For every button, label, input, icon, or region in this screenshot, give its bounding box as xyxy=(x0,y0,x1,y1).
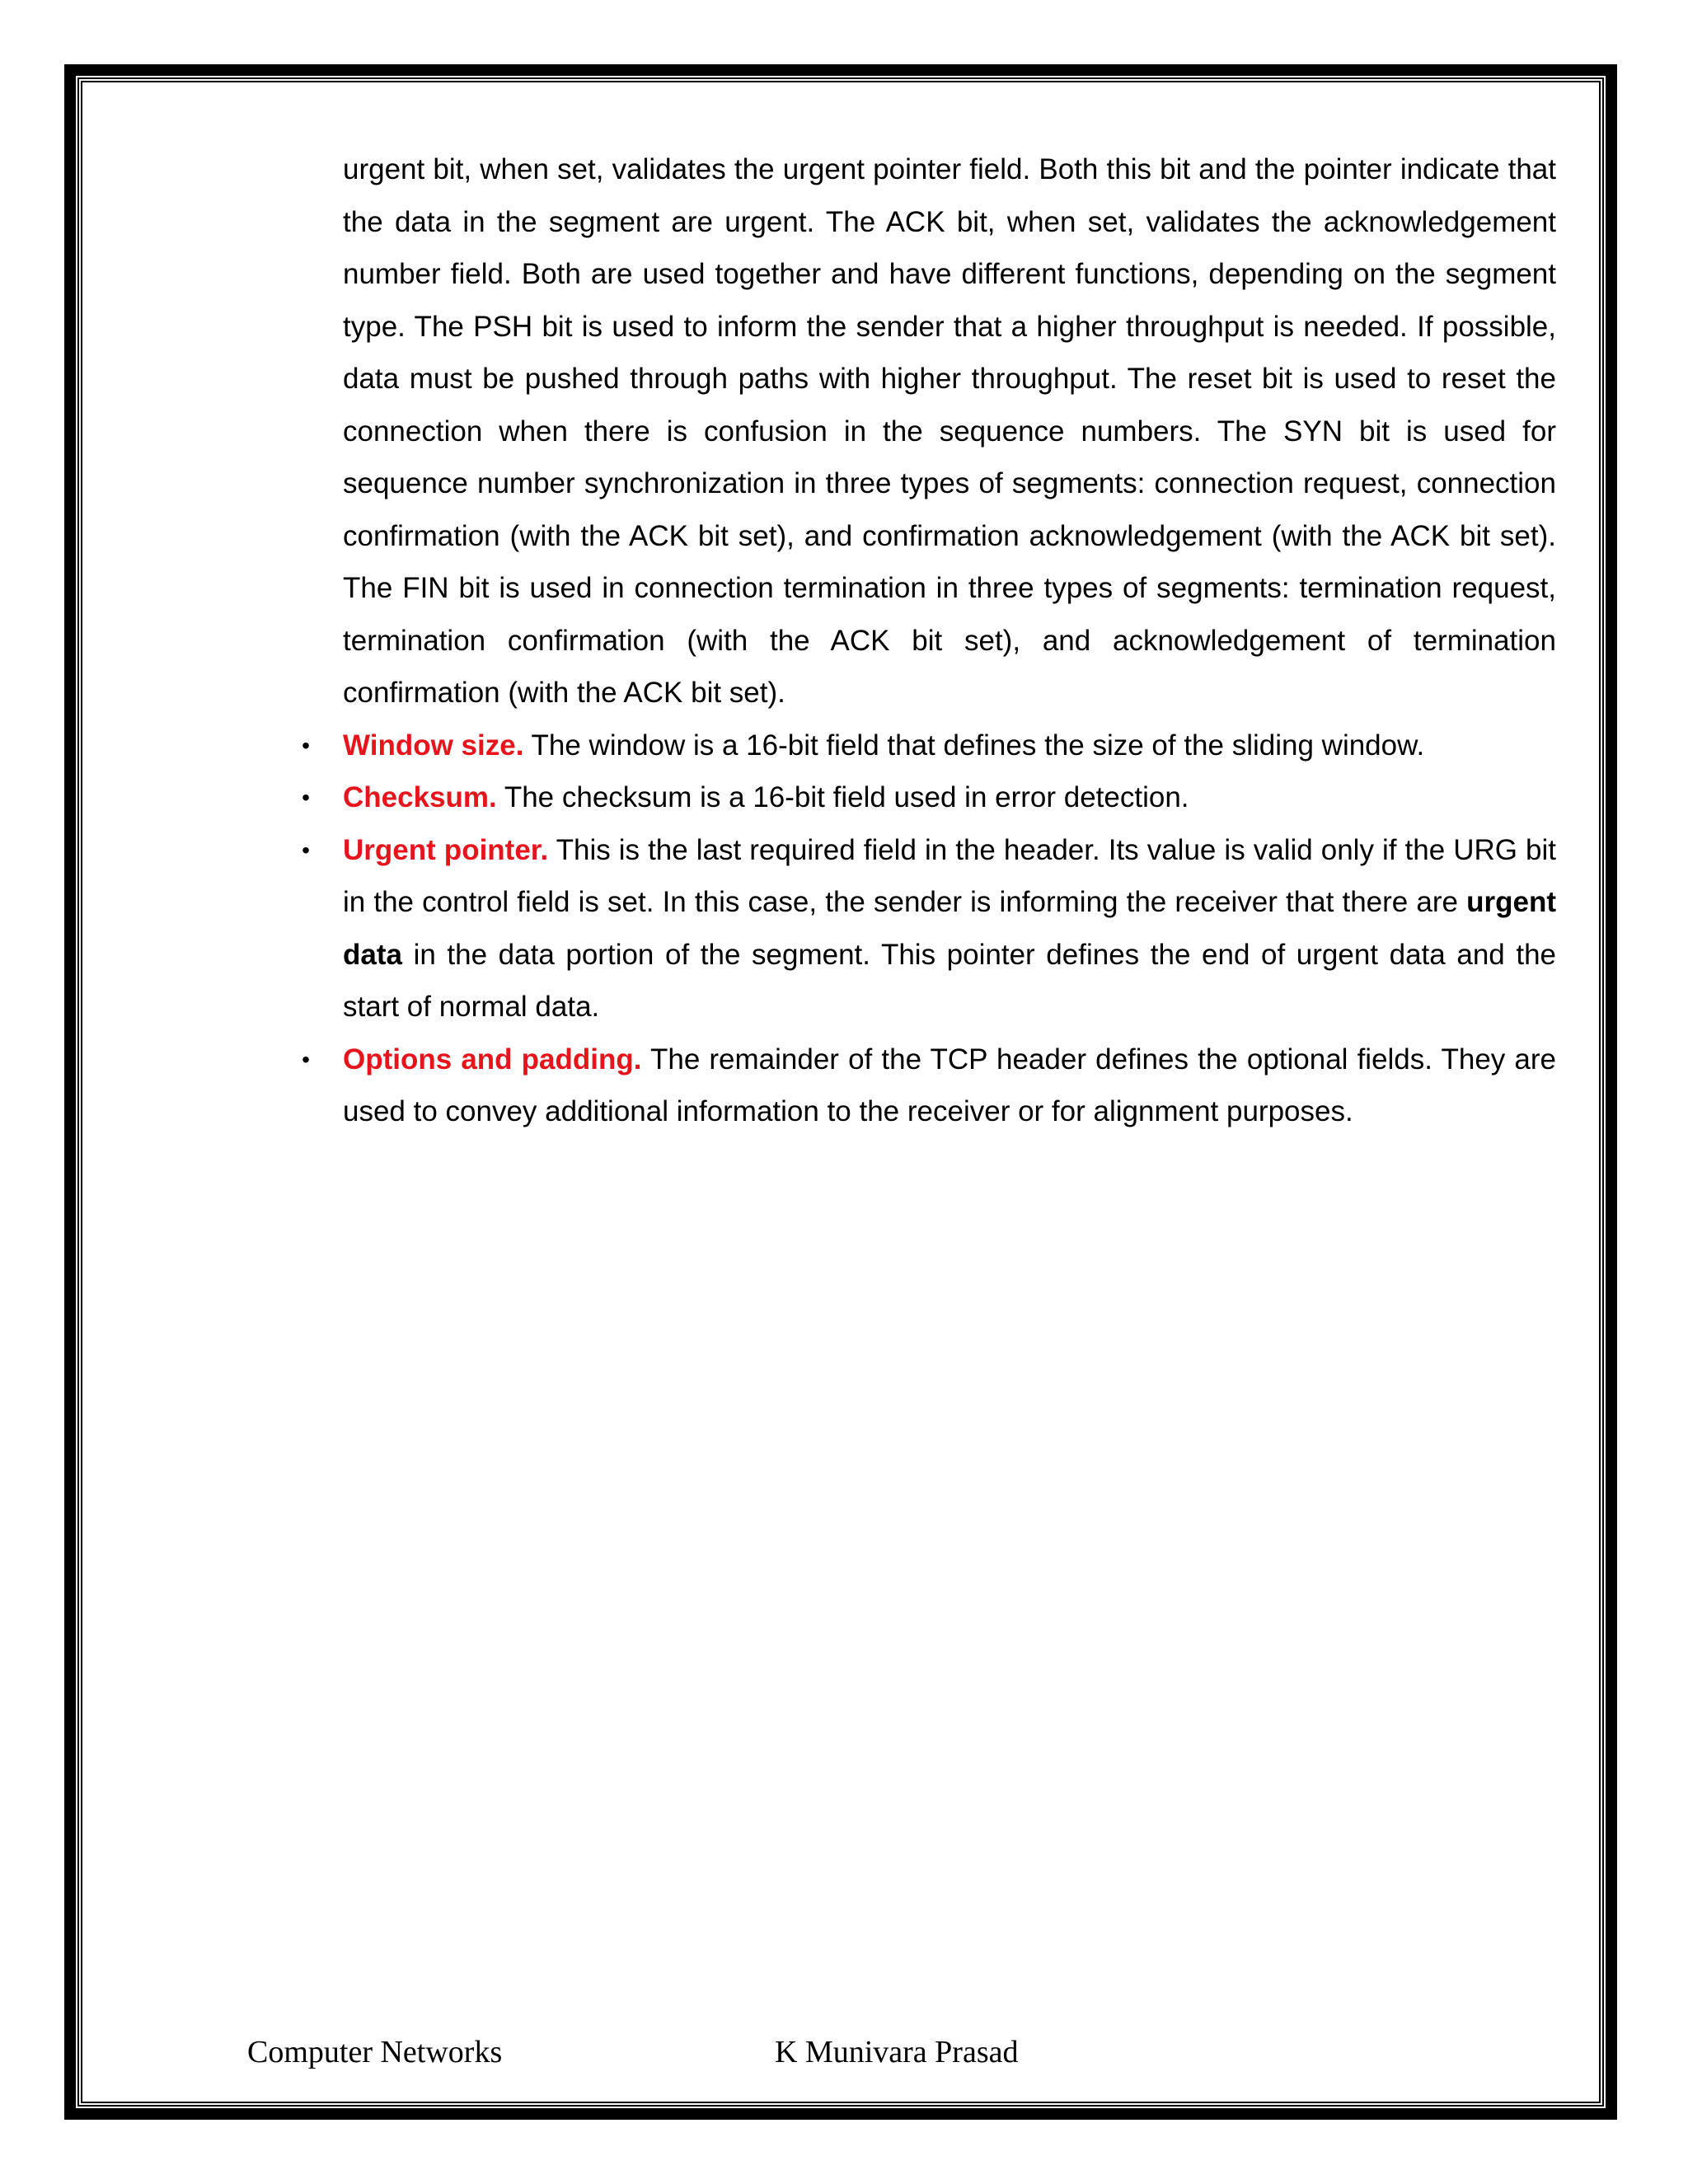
bullet-icon: • xyxy=(302,1046,310,1072)
urgent-data-bold: urgent data xyxy=(343,886,1556,971)
desc-options-padding: The remainder of the TCP header defines the optional fields. They are used to convey additional information to the receiver or for alignment purposes. xyxy=(343,1043,1556,1127)
intro-paragraph: urgent bit, when set, validates the urgent pointer field. Both this bit and the pointer indicate that the data in the segment are urgent. The ACK bit, when set, validates the acknowledgement number field. Both are used together and have different functions, depending on the segment type. The PSH bit is used to inform the sender that a higher throughput is needed. If possible, data must be pushed through paths with higher throughput. The reset bit is used to reset the connection when there is confusion in the sequence numbers. The SYN bit is used for sequence number synchronization in three types of segments: connection request, connection confirmation (with the ACK bit set), and confirmation acknowledgement (with the ACK bit set). The FIN bit is used in connection termination in three types of segments: termination request, termination confirmation (with the ACK bit set), and acknowledgement of termination confirmation (with the ACK bit set). xyxy=(343,153,1556,709)
term-window-size: Window size. xyxy=(343,729,524,762)
list-item-window-size xyxy=(302,719,1556,772)
bullet-icon: • xyxy=(302,785,310,810)
field-list xyxy=(302,719,1556,1138)
bullet-icon: • xyxy=(302,837,310,863)
footer-author: K Munivara Prasad xyxy=(775,2035,1019,2069)
desc-urgent-pointer-before: This is the last required field in the header. Its value is valid only if the URG bit in the control field is set. In this case, the sender is informing the receiver that there are xyxy=(343,833,1556,918)
desc-window-size: The window is a 16-bit field that defines the size of the sliding window. xyxy=(523,729,1425,762)
list-item-urgent-pointer xyxy=(302,824,1556,1033)
desc-urgent-pointer-after: in the data portion of the segment. This pointer defines the end of urgent data and the start of normal data. xyxy=(343,938,1556,1023)
page-content xyxy=(302,143,1556,1138)
list-item-options-padding xyxy=(302,1033,1556,1138)
term-checksum: Checksum. xyxy=(343,781,497,813)
desc-checksum: The checksum is a 16-bit field used in error detection. xyxy=(496,781,1189,813)
term-options-padding: Options and padding. xyxy=(343,1043,642,1076)
list-item-checksum xyxy=(302,771,1556,824)
footer-course-title: Computer Networks xyxy=(247,2035,503,2069)
term-urgent-pointer: Urgent pointer. xyxy=(343,833,549,866)
bullet-icon: • xyxy=(302,732,310,758)
